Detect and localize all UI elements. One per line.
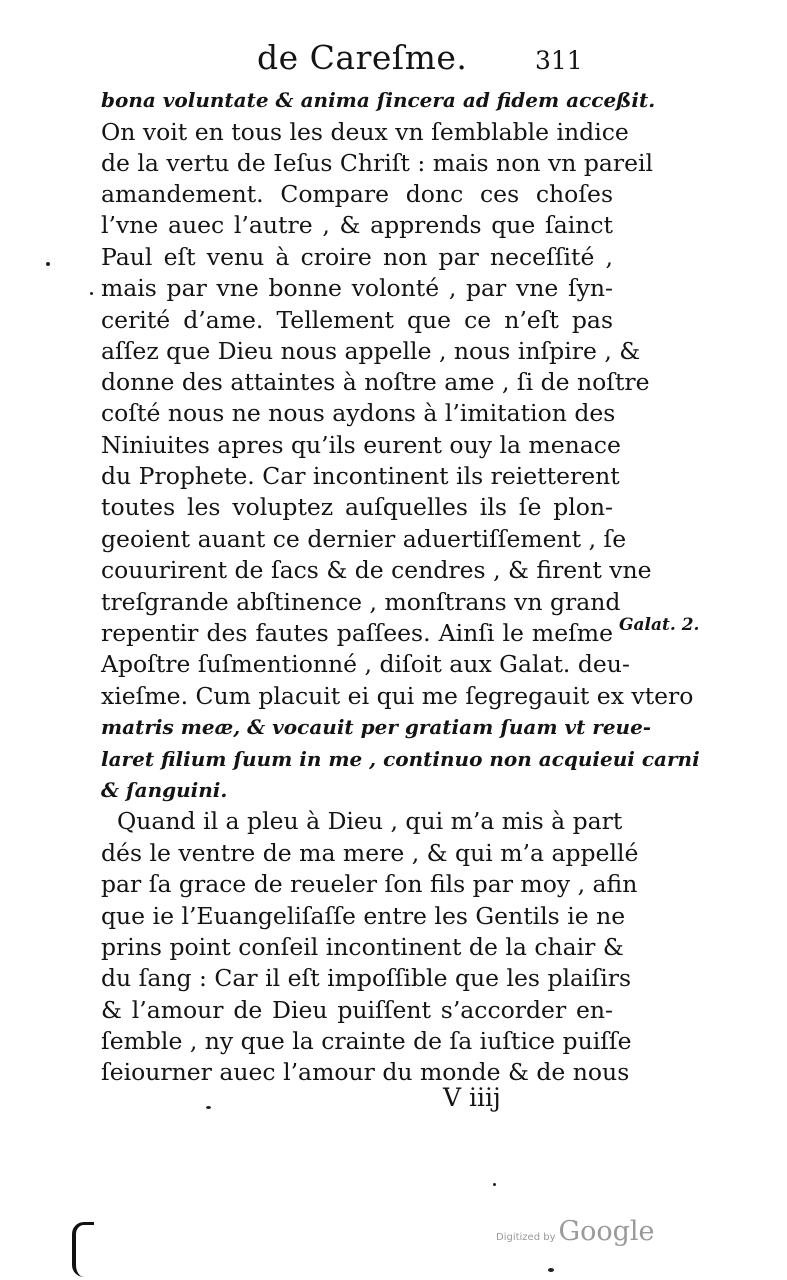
digitization-watermark [496,1216,654,1247]
text-line: geoient auant ce dernier aduertiſſement , ſe [101,525,627,553]
text-line: mais par vne bonne volonté , par vne ſyn- [101,274,613,302]
ink-speck [493,1183,496,1186]
text-line: & l’amour de Dieu puiſſent s’accorder en- [101,996,613,1024]
watermark-brand: Google [558,1216,655,1247]
text-line: & ſanguini. [101,778,228,802]
running-header-title: de Careſme. [257,38,468,77]
text-line: aſſez que Dieu nous appelle , nous inſpire , & [101,337,641,365]
ink-speck [206,1106,211,1109]
text-line: xieſme. Cum placuit ei qui me ſegregauit ex vtero [101,682,694,710]
text-line: couurirent de ſacs & de cendres , & firent vne [101,556,652,584]
text-line: du ſang : Car il eſt impoſſible que les plaiſirs [101,964,632,992]
watermark-prefix: Digitized by [496,1232,556,1243]
page-number: 311 [535,46,583,75]
text-line: toutes les voluptez auſquelles ils ſe plon- [101,493,613,521]
text-line: bona voluntate & anima ſincera ad fidem acceßit. [101,88,656,112]
text-line: prins point conſeil incontinent de la chair & [101,933,624,961]
margin-note: Galat. 2. [619,615,700,635]
text-line: l’vne auec l’autre , & apprends que ſainct [101,211,613,239]
text-line: Niniuites apres qu’ils eurent ouy la menace [101,431,621,459]
text-line: cerité d’ame. Tellement que ce n’eſt pas [101,306,613,334]
text-line: laret filium ſuum in me , continuo non acquieui carni [101,747,700,771]
text-line: donne des attaintes à noſtre ame , ſi de noſtre [101,368,650,396]
ink-speck [90,292,93,295]
text-line: repentir des fautes paſſees. Ainſi le meſme [101,619,613,647]
text-line: dés le ventre de ma mere , & qui m’a appellé [101,839,639,867]
text-line: par ſa grace de reueler ſon fils par moy , afin [101,870,638,898]
text-line: du Prophete. Car incontinent ils reietterent [101,462,620,490]
text-line: coſté nous ne nous aydons à l’imitation des [101,399,616,427]
text-line: matris meæ, & vocauit per gratiam ſuam vt reue- [101,715,652,739]
text-line: amandement. Compare donc ces choſes [101,180,613,208]
text-line: ſeiourner auec l’amour du monde & de nous [101,1058,630,1086]
text-line: Apoſtre ſuſmentionné , diſoit aux Galat. deu- [101,650,630,678]
text-line: treſgrande abſtinence , monſtrans vn grand [101,588,621,616]
page-edge-mark [72,1222,94,1277]
text-line: de la vertu de Ieſus Chriſt : mais non vn pareil [101,149,654,177]
text-line: que ie l’Euangeliſaſſe entre les Gentils ie ne [101,902,626,930]
signature-mark: V iiij [443,1083,501,1112]
ink-speck [46,262,50,266]
text-line: On voit en tous les deux vn ſemblable indice [101,118,629,146]
text-line: Quand il a pleu à Dieu , qui m’a mis à part [117,807,623,835]
text-line: Paul eſt venu à croire non par neceſſité , [101,243,613,271]
text-line: ſemble , ny que la crainte de ſa iuſtice puiſſe [101,1027,632,1055]
ink-speck [548,1268,554,1272]
